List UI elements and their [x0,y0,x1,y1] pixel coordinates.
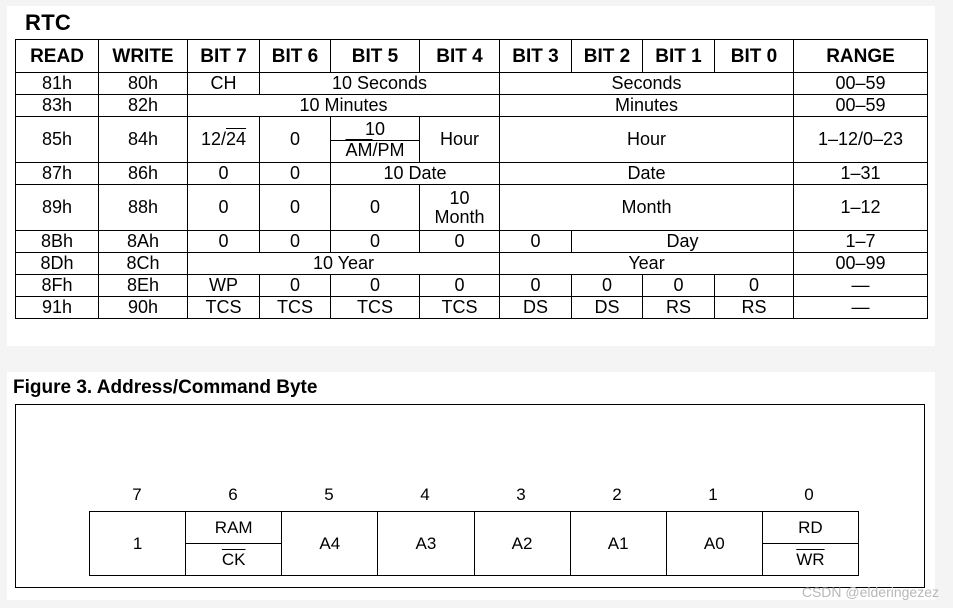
read-address: 89h [16,185,99,231]
bit-cell: WP [188,275,260,297]
bit-cell: 0 [715,275,794,297]
bit-cell [331,117,420,163]
table-row [16,231,928,253]
header-cell: BIT 6 [260,40,331,73]
range-cell: 1–7 [794,231,928,253]
rd-label: RD [763,512,858,544]
address-command-byte [89,511,859,576]
bit-cell: 0 [260,275,331,297]
table-row [16,117,928,163]
header-cell: READ [16,40,99,73]
header-cell: BIT 4 [420,40,500,73]
bit-cell: 0 [188,163,260,185]
write-address: 8Eh [99,275,188,297]
bit-number: 4 [420,485,430,504]
figure-title: Figure 3. Address/Command Byte [13,377,318,398]
byte-cell: A4 [282,512,378,576]
bit-number: 7 [132,485,142,504]
table-row [16,253,928,275]
header-cell: BIT 1 [643,40,715,73]
wr-label [763,544,858,575]
table-row [16,185,928,231]
read-address: 83h [16,95,99,117]
bit-cell: CH [188,73,260,95]
range-cell: 1–12/0–23 [794,117,928,163]
bit-cell: 0 [572,275,643,297]
bit-cell: Year [500,253,794,275]
range-cell: 1–12 [794,185,928,231]
byte-cell: A2 [474,512,570,576]
bit-cell: 10 Minutes [188,95,500,117]
bit-cell: 0 [500,275,572,297]
table-row [16,73,928,95]
byte-cell: A3 [378,512,474,576]
overline-text: $\overline{AM}$ [345,139,373,160]
byte-row [90,512,859,576]
header-cell: BIT 5 [331,40,420,73]
read-address: 8Bh [16,231,99,253]
ck-label [186,544,281,575]
bit-cell: 0 [260,117,331,163]
watermark: CSDN @elderingezez [801,584,939,600]
read-address: 81h [16,73,99,95]
bit-cell [420,185,500,231]
bit-cell: 0 [643,275,715,297]
bit-cell: TCS [188,297,260,319]
header-cell: BIT 7 [188,40,260,73]
byte-cell-ram-ck [186,512,282,576]
read-address: 8Fh [16,275,99,297]
bit-cell: Date [500,163,794,185]
bit-cell: TCS [260,297,331,319]
read-address: 85h [16,117,99,163]
write-address: 82h [99,95,188,117]
write-address: 86h [99,163,188,185]
bit-cell [188,117,260,163]
byte-cell: A1 [570,512,666,576]
rtc-register-table [15,39,928,319]
range-cell: 00–99 [794,253,928,275]
header-cell: BIT 2 [572,40,643,73]
bit-cell: 10 Date [331,163,500,185]
bit-number: 2 [612,485,622,504]
range-cell: 1–31 [794,163,928,185]
bit-cell: 0 [420,275,500,297]
read-address: 8Dh [16,253,99,275]
bit-number: 1 [708,485,718,504]
rtc-panel [7,6,935,346]
bit-cell: 0 [331,231,420,253]
byte-cell-rd-wr [762,512,858,576]
bit4-line1: 10 [449,187,470,208]
bit-text: /PM [372,139,405,160]
bit-cell: Day [572,231,794,253]
range-cell: 00–59 [794,73,928,95]
range-cell: — [794,297,928,319]
bit-cell: DS [500,297,572,319]
rtc-title: RTC [25,10,72,35]
bit-cell: 10 Seconds [260,73,500,95]
bit-cell: 0 [260,231,331,253]
byte-cell: 1 [90,512,186,576]
read-address: 91h [16,297,99,319]
write-address: 90h [99,297,188,319]
bit-cell: DS [572,297,643,319]
bit-cell: 0 [331,185,420,231]
bit-number: 3 [516,485,526,504]
bit-cell: Seconds [500,73,794,95]
bit-cell: 0 [500,231,572,253]
table-row [16,95,928,117]
overline-text: 24 [226,129,247,149]
header-row [16,40,928,73]
bit-cell: Hour [500,117,794,163]
bit-cell: Month [500,185,794,231]
bit-cell: 0 [260,185,331,231]
table-row [16,297,928,319]
bit-text: 12/ [200,129,226,149]
header-cell: BIT 3 [500,40,572,73]
overline-text: $\overline{CK}$ [221,550,246,569]
figure-box [15,404,925,588]
table-row [16,163,928,185]
bit-cell: 0 [331,275,420,297]
figure-panel [7,372,935,600]
bit-cell: 0 [420,231,500,253]
bit-cell: 0 [260,163,331,185]
header-cell: RANGE [794,40,928,73]
write-address: 80h [99,73,188,95]
bit-cell: Minutes [500,95,794,117]
bit-number: 5 [324,485,334,504]
bit-number: 0 [804,485,814,504]
bit-number: 6 [228,485,238,504]
bit5-upper: 10 [331,120,419,141]
bit-cell: RS [643,297,715,319]
range-cell: — [794,275,928,297]
bit5-lower [331,141,419,160]
header-cell: WRITE [99,40,188,73]
bit-cell: TCS [331,297,420,319]
header-cell: BIT 0 [715,40,794,73]
byte-cell: A0 [666,512,762,576]
write-address: 88h [99,185,188,231]
range-cell: 00–59 [794,95,928,117]
write-address: 84h [99,117,188,163]
write-address: 8Ch [99,253,188,275]
bit-cell: 0 [188,231,260,253]
bit-cell: RS [715,297,794,319]
table-row [16,275,928,297]
read-address: 87h [16,163,99,185]
bit4-line2: Month [434,206,485,227]
bit-cell: 0 [188,185,260,231]
bit-cell: TCS [420,297,500,319]
overline-text: $\overline{WR}$ [796,550,825,569]
bit-cell: 10 Year [188,253,500,275]
ram-label: RAM [186,512,281,544]
write-address: 8Ah [99,231,188,253]
bit-cell: Hour [420,117,500,163]
